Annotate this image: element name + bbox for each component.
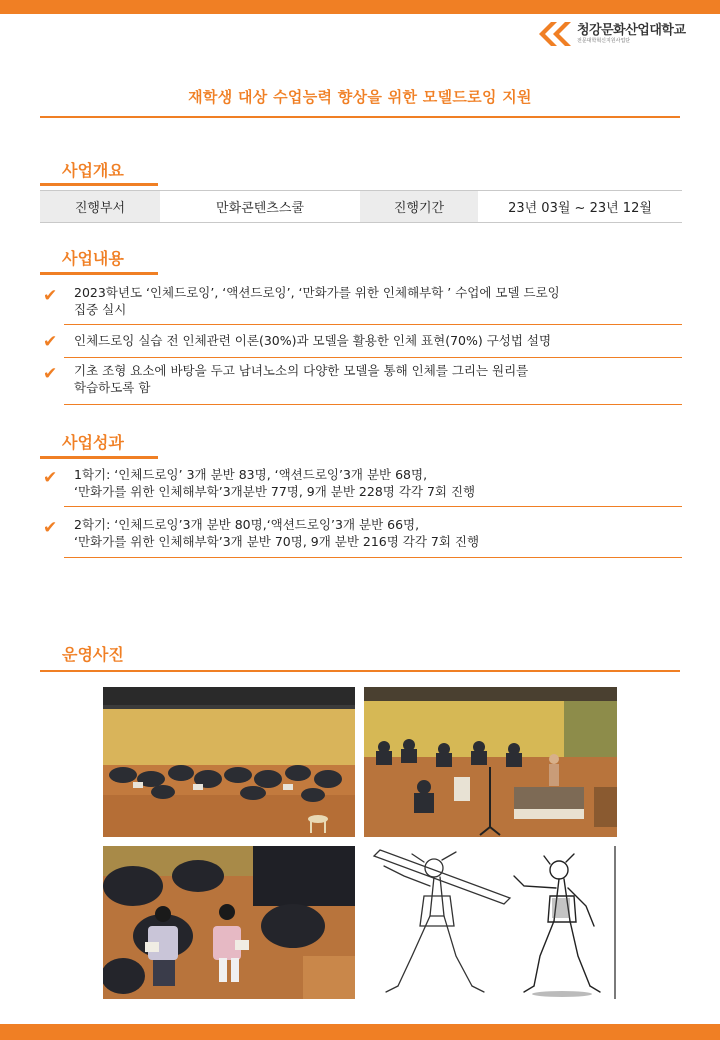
bottom-accent-bar [0, 1024, 720, 1040]
item-divider [64, 557, 682, 558]
result-item [40, 464, 682, 508]
checkmark-icon: ✔ [43, 286, 58, 306]
top-accent-bar [0, 0, 720, 14]
content-item-text: 2023학년도 ‘인체드로잉’, ‘액션드로잉’, ‘만화가를 위한 인체해부학 ’ 수업에 모델 드로잉 집중 실시 [74, 285, 560, 317]
section-heading-content: 사업내용 [62, 249, 124, 268]
checkmark-icon: ✔ [43, 364, 58, 384]
title-divider [40, 116, 680, 118]
checkmark-icon: ✔ [43, 332, 58, 352]
dept-value: 만화콘텐츠스쿨 [216, 201, 304, 216]
item-divider [64, 324, 682, 325]
checkmark-icon: ✔ [43, 468, 58, 488]
item-divider [64, 404, 682, 405]
section-heading-photos: 운영사진 [62, 645, 124, 664]
dept-label: 진행부서 [40, 191, 160, 222]
section-underline-overview [40, 183, 158, 186]
result-item [40, 514, 682, 560]
logo-mark-icon [535, 20, 573, 48]
content-item [40, 326, 682, 360]
content-item-text: 인체드로잉 실습 전 인체관련 이론(30%)과 모델을 활용한 인체 표현(70%) 구성법 설명 [74, 333, 552, 348]
section-underline-results [40, 456, 158, 459]
photo-model-stage [364, 687, 617, 837]
content-item [40, 282, 682, 326]
photo-figure-sketches [364, 846, 617, 999]
section-heading-results: 사업성과 [62, 433, 124, 452]
checkmark-icon: ✔ [43, 518, 58, 538]
logo-subtitle: 전문대학혁신지원사업단 [577, 38, 631, 44]
period-value: 23년 03월 ~ 23년 12월 [508, 201, 652, 216]
content-item-text: 기초 조형 요소에 바탕을 두고 남녀노소의 다양한 모델을 통해 인체를 그리는 원리를 학습하도록 함 [74, 363, 529, 395]
page-title: 재학생 대상 수업능력 향상을 위한 모델드로잉 지원 [188, 88, 532, 106]
section-heading-overview: 사업개요 [62, 161, 124, 180]
photo-classroom-floor [103, 687, 355, 837]
item-divider [64, 506, 682, 507]
photos-divider [40, 670, 680, 672]
result-item-text: 2학기: ‘인체드로잉’3개 분반 80명,‘액션드로잉’3개 분반 66명, ‘만화가를 위한 인체해부학’3개 분반 70명, 9개 분반 216명 각각 7회 진행 [74, 517, 480, 549]
overview-table [40, 190, 682, 223]
content-item [40, 358, 682, 406]
section-underline-content [40, 272, 158, 275]
logo-name: 청강문화산업대학교 [577, 23, 686, 38]
result-item-text: 1학기: ‘인체드로잉’ 3개 분반 83명, ‘액션드로잉’3개 분반 68명, ‘만화가를 위한 인체해부학’3개분반 77명, 9개 분반 228명 각각 7회 진행 [74, 467, 476, 499]
period-label: 진행기간 [360, 191, 478, 222]
school-logo [535, 20, 686, 48]
photo-students-drawing [103, 846, 355, 999]
